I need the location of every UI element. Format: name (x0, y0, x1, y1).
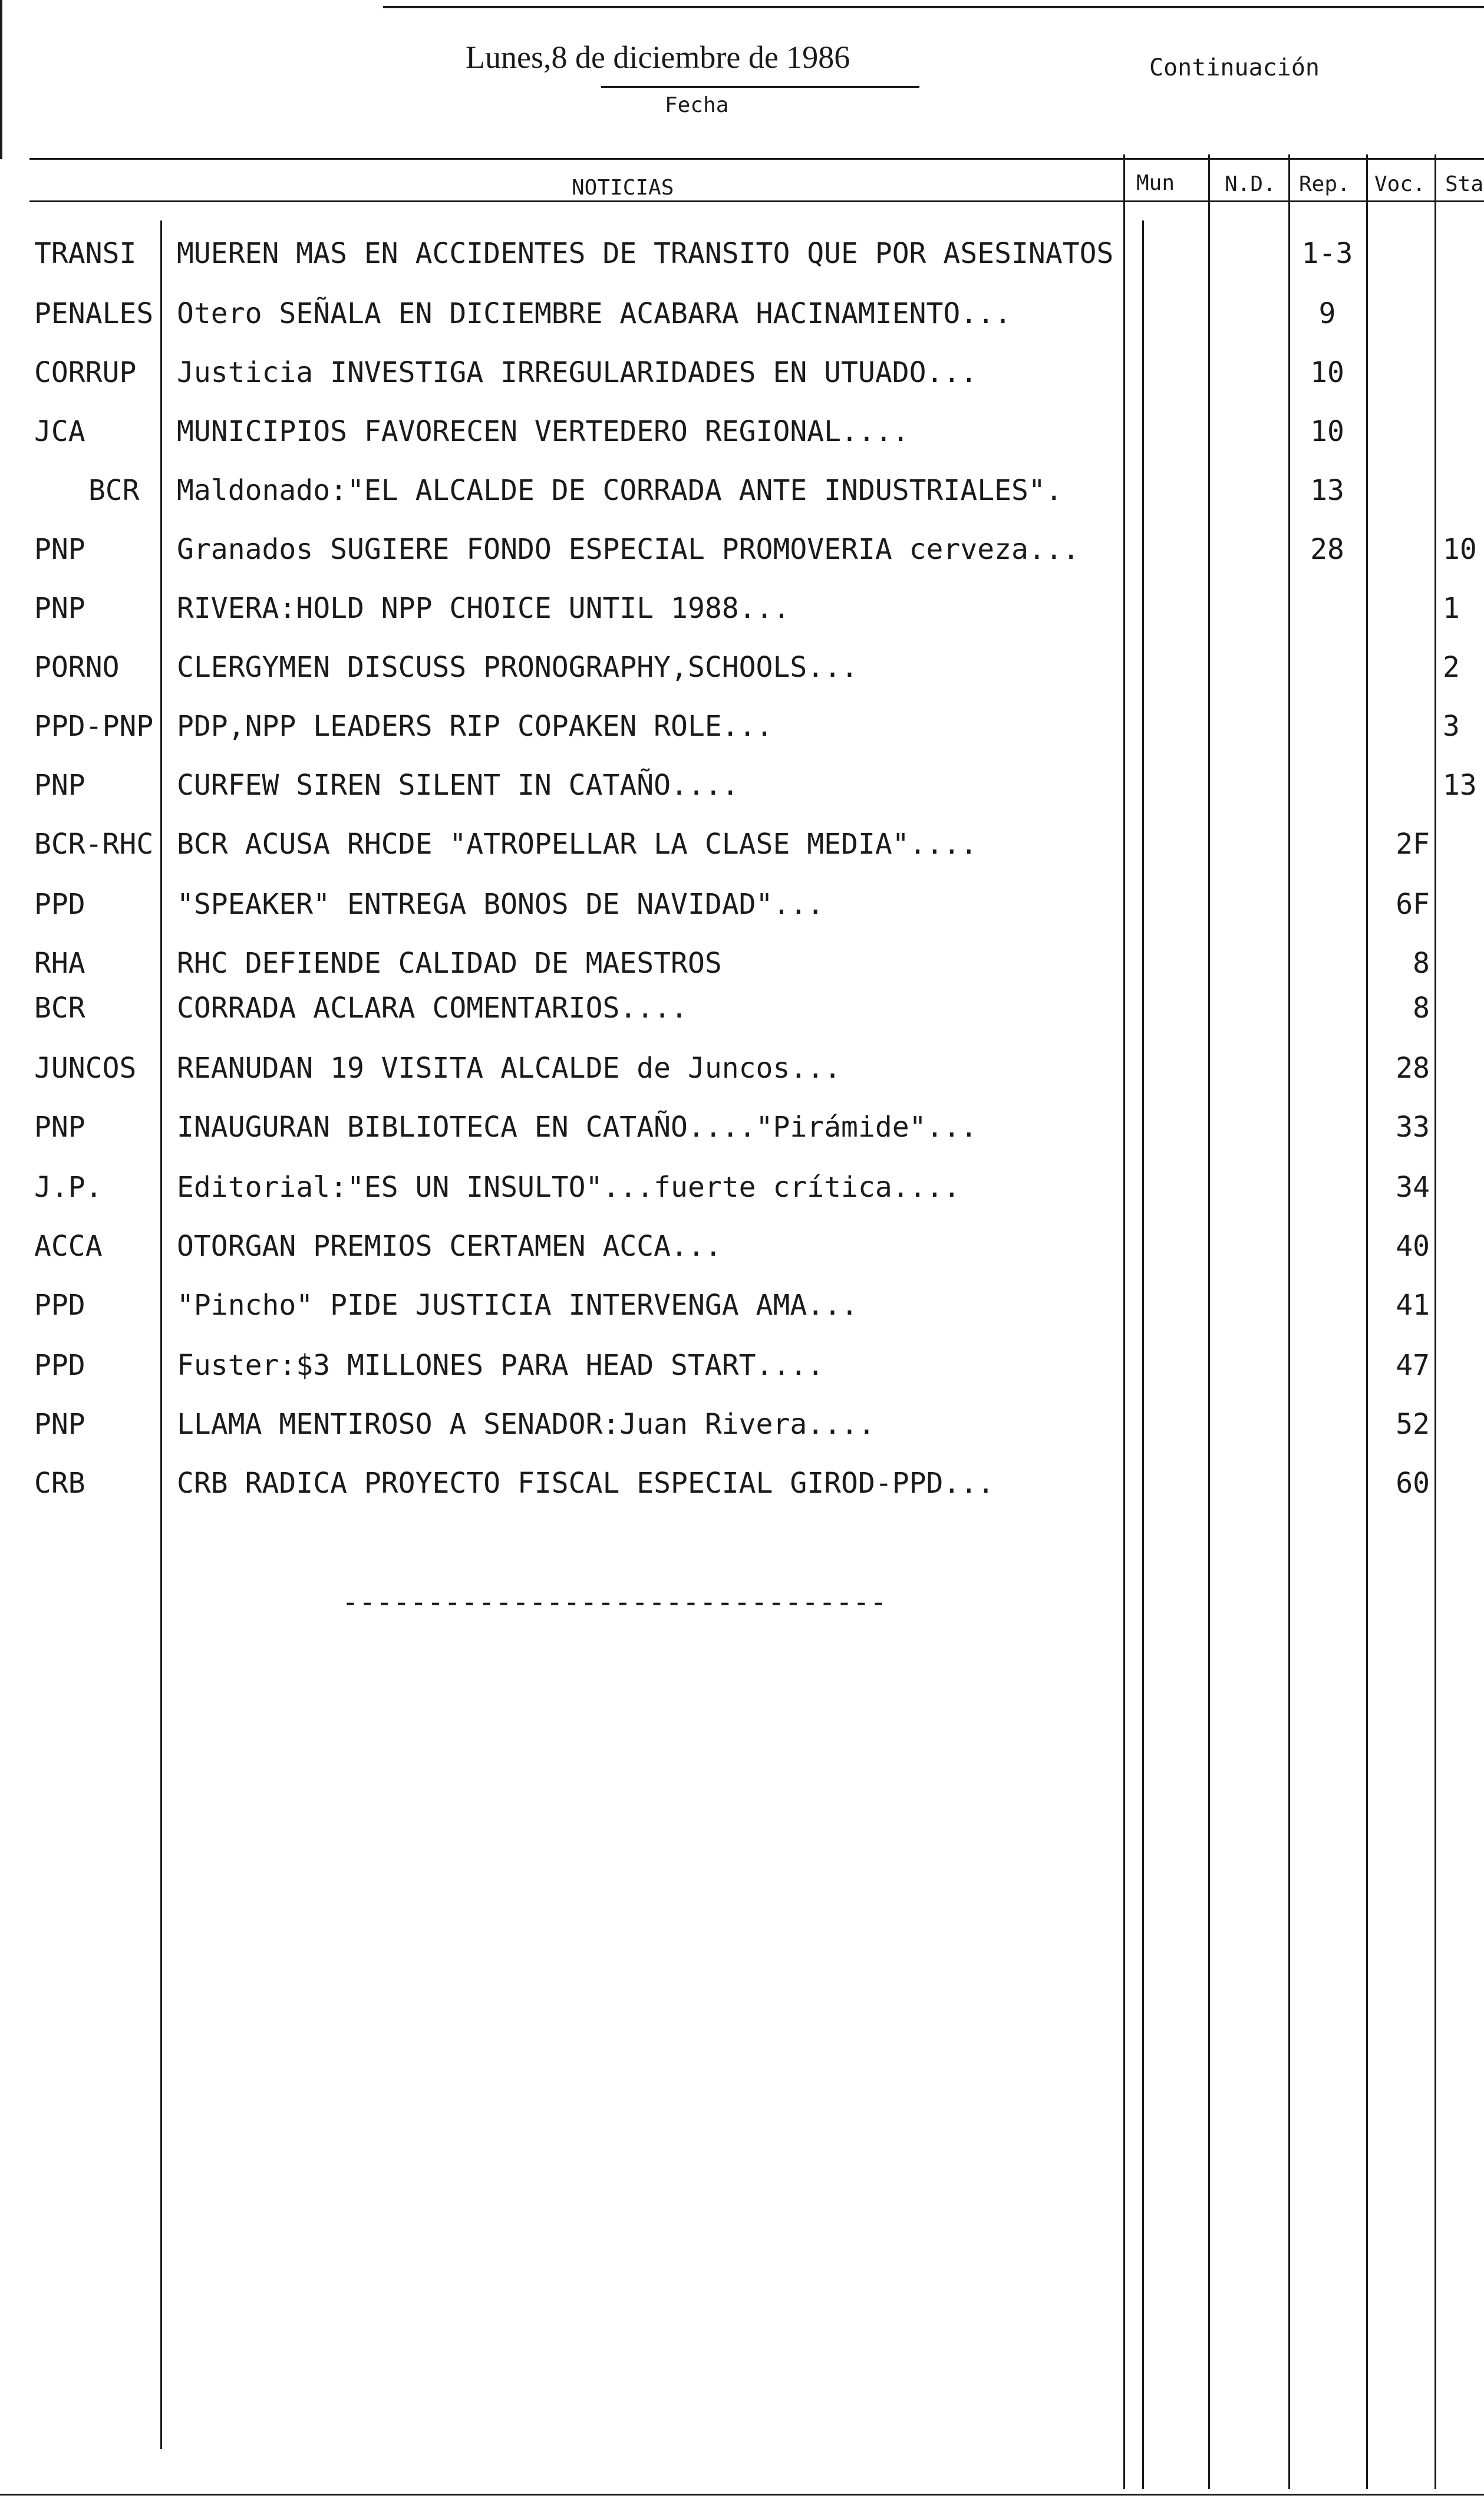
star-page: 1 (1443, 592, 1460, 625)
left-border (0, 0, 2, 159)
voc-page: 34 (1396, 1171, 1430, 1204)
star-page: 13 (1443, 769, 1477, 802)
rep-page: 13 (1310, 474, 1344, 507)
news-code: J.P. (34, 1171, 103, 1204)
table-top-rule (29, 158, 1484, 160)
voc-page: 41 (1396, 1289, 1430, 1322)
voc-column-divider (1366, 154, 1368, 2489)
voc-page: 60 (1396, 1467, 1430, 1500)
news-title: PDP,NPP LEADERS RIP COPAKEN ROLE... (177, 710, 773, 743)
news-code: CRB (34, 1467, 85, 1500)
news-code: JUNCOS (34, 1052, 137, 1085)
star-page: 10 (1443, 533, 1477, 566)
news-title: "SPEAKER" ENTREGA BONOS DE NAVIDAD"... (177, 888, 825, 921)
news-title: INAUGURAN BIBLIOTECA EN CATAÑO...."Pirámide"... (177, 1111, 978, 1144)
news-code: ACCA (34, 1230, 103, 1263)
star-column-divider (1434, 154, 1436, 2489)
voc-page: 40 (1396, 1230, 1430, 1263)
news-code: PNP (34, 1408, 85, 1441)
column-header-nd: N.D. (1225, 172, 1276, 196)
news-code: PNP (34, 1111, 85, 1144)
news-title: CRB RADICA PROYECTO FISCAL ESPECIAL GIROD-PPD... (177, 1467, 995, 1500)
news-title: MUNICIPIOS FAVORECEN VERTEDERO REGIONAL.... (177, 415, 909, 448)
report-date: Lunes,8 de diciembre de 1986 (466, 39, 850, 75)
news-code: PPD (34, 1349, 85, 1382)
mun-column-divider-right (1142, 220, 1144, 2489)
news-title: Granados SUGIERE FONDO ESPECIAL PROMOVERIA cerveza... (177, 533, 1080, 566)
news-title: MUEREN MAS EN ACCIDENTES DE TRANSITO QUE POR ASESINATOS (177, 237, 1114, 270)
news-code: TRANSI (34, 237, 137, 270)
column-header-voc: Voc. (1374, 172, 1426, 196)
news-code: PNP (34, 533, 85, 566)
voc-page: 33 (1396, 1111, 1430, 1144)
news-code: PNP (34, 769, 85, 802)
news-code: PNP (34, 592, 85, 625)
rep-page: 28 (1310, 533, 1344, 566)
news-title: Maldonado:"EL ALCALDE DE CORRADA ANTE INDUSTRIALES". (177, 474, 1063, 507)
end-separator: -------------------------------- (342, 1586, 887, 1619)
news-code: PORNO (34, 651, 120, 684)
rep-page: 10 (1310, 356, 1344, 389)
date-underline (601, 86, 919, 88)
column-header-noticias: NOTICIAS (572, 176, 674, 200)
code-column-divider (160, 220, 162, 2449)
news-title: OTORGAN PREMIOS CERTAMEN ACCA... (177, 1230, 722, 1263)
news-title: Otero SEÑALA EN DICIEMBRE ACABARA HACINAMIENTO... (177, 297, 1012, 330)
news-title: LLAMA MENTIROSO A SENADOR:Juan Rivera.... (177, 1408, 875, 1441)
news-title: BCR ACUSA RHCDE "ATROPELLAR LA CLASE MEDIA".... (177, 828, 978, 861)
star-page: 3 (1443, 710, 1460, 743)
nd-column-divider (1208, 154, 1210, 2489)
star-page: 2 (1443, 651, 1460, 684)
news-code: PPD-PNP (34, 710, 154, 743)
news-code: BCR (34, 992, 85, 1025)
rep-page: 10 (1310, 415, 1344, 448)
news-code: BCR (88, 474, 140, 507)
column-header-mun: Mun (1136, 171, 1175, 195)
news-code: PPD (34, 1289, 85, 1322)
column-header-star: Sta (1445, 172, 1484, 196)
rep-page: 9 (1318, 297, 1336, 330)
bottom-border (0, 2494, 1484, 2496)
header-bottom-rule (29, 200, 1484, 202)
voc-page: 52 (1396, 1408, 1430, 1441)
voc-page: 6F (1396, 888, 1430, 921)
voc-page: 8 (1413, 947, 1430, 980)
news-code: RHA (34, 947, 85, 980)
news-code: PENALES (34, 297, 154, 330)
news-title: Editorial:"ES UN INSULTO"...fuerte crítica.... (177, 1171, 961, 1204)
news-title: RHC DEFIENDE CALIDAD DE MAESTROS (177, 947, 722, 980)
news-title: CORRADA ACLARA COMENTARIOS.... (177, 992, 688, 1025)
date-caption: Fecha (665, 93, 729, 117)
news-title: CLERGYMEN DISCUSS PRONOGRAPHY,SCHOOLS... (177, 651, 858, 684)
continuation-label: Continuación (1149, 54, 1320, 81)
news-title: Fuster:$3 MILLONES PARA HEAD START.... (177, 1349, 825, 1382)
news-code: CORRUP (34, 356, 137, 389)
news-title: REANUDAN 19 VISITA ALCALDE de Juncos... (177, 1052, 842, 1085)
rep-page: 1-3 (1301, 237, 1353, 270)
voc-page: 47 (1396, 1349, 1430, 1382)
rep-column-divider (1288, 154, 1290, 2489)
voc-page: 28 (1396, 1052, 1430, 1085)
news-title: "Pincho" PIDE JUSTICIA INTERVENGA AMA... (177, 1289, 858, 1322)
news-code: BCR-RHC (34, 828, 154, 861)
voc-page: 8 (1413, 992, 1430, 1025)
news-code: JCA (34, 415, 85, 448)
news-title: CURFEW SIREN SILENT IN CATAÑO.... (177, 769, 739, 802)
news-title: Justicia INVESTIGA IRREGULARIDADES EN UTUADO... (177, 356, 978, 389)
voc-page: 2F (1396, 828, 1430, 861)
news-code: PPD (34, 888, 85, 921)
news-title: RIVERA:HOLD NPP CHOICE UNTIL 1988... (177, 592, 790, 625)
top-border (383, 6, 1484, 8)
column-header-rep: Rep. (1299, 172, 1350, 196)
mun-column-divider (1123, 154, 1125, 2489)
